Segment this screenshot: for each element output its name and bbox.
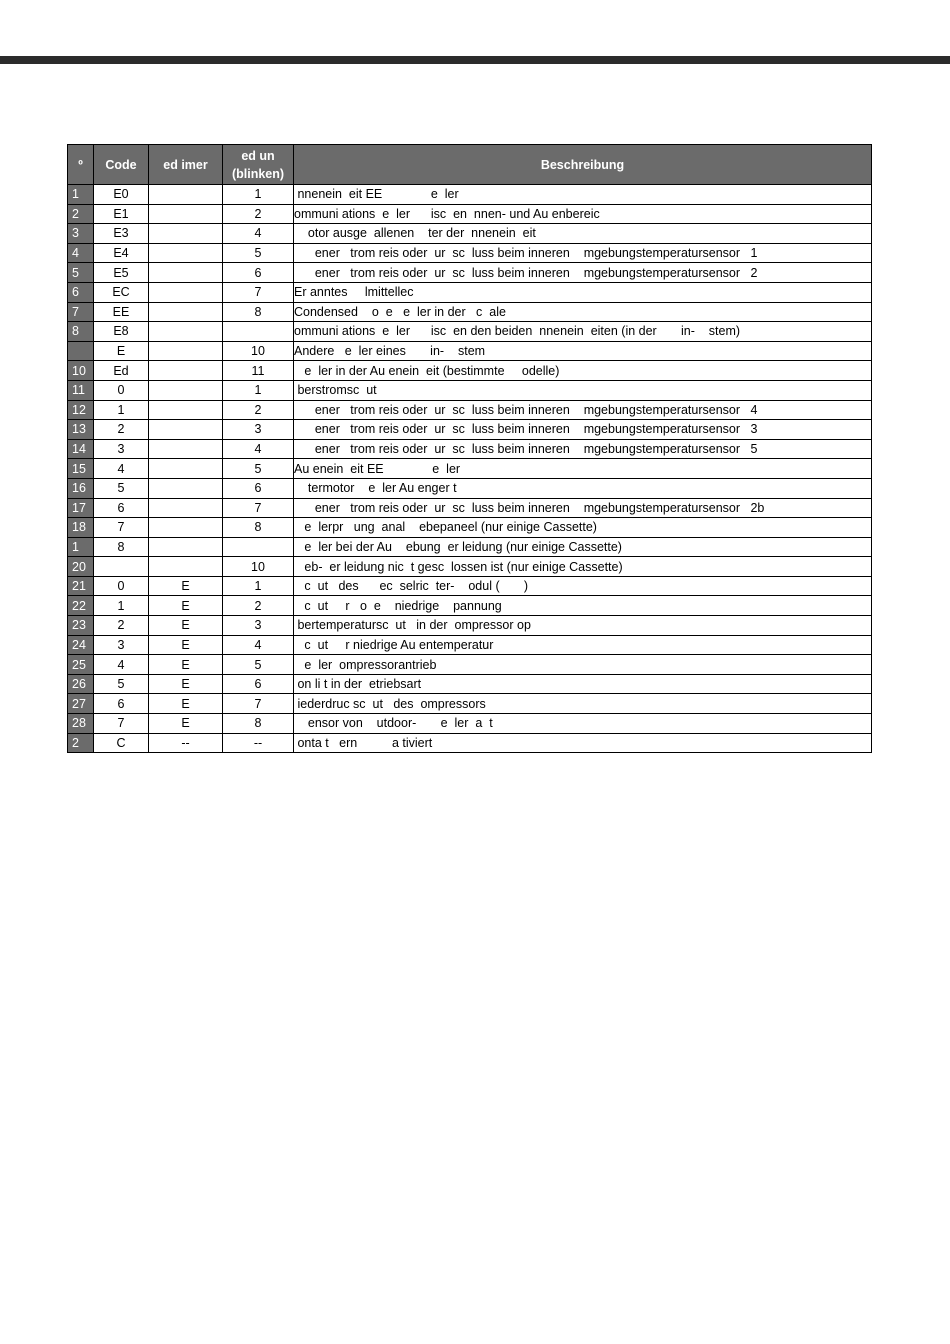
error-description: ommuni ations e ler isc en den beiden nnenein eiten (in der in- stem) [294,322,872,342]
error-description: nnenein eit EE e ler [294,185,872,205]
row-number: 18 [68,518,94,538]
led-blink-count: 7 [223,694,294,714]
table-row [68,733,872,753]
display-code: E [149,616,223,636]
error-code: 2 [94,616,149,636]
row-number: 27 [68,694,94,714]
led-blink-count [223,322,294,342]
top-rule [0,56,950,64]
led-blink-count: 8 [223,518,294,538]
led-blink-count: 2 [223,204,294,224]
led-blink-count: 10 [223,341,294,361]
error-description: ener trom reis oder ur sc luss beim inneren mgebungstemperatursensor 4 [294,400,872,420]
led-blink-count: 2 [223,596,294,616]
table-row [68,478,872,498]
led-blink-count: 3 [223,420,294,440]
error-description: Condensed o e e ler in der c ale [294,302,872,322]
error-description: ener trom reis oder ur sc luss beim inneren mgebungstemperatursensor 5 [294,439,872,459]
error-description: e ler bei der Au ebung er leidung (nur einige Cassette) [294,537,872,557]
display-code [149,204,223,224]
row-number: 13 [68,420,94,440]
led-blink-count: 6 [223,674,294,694]
led-blink-count: 1 [223,576,294,596]
display-code [149,302,223,322]
error-description: ommuni ations e ler isc en nnen- und Au enbereic [294,204,872,224]
error-description: eb- er leidung nic t gesc lossen ist (nur einige Cassette) [294,557,872,577]
table-row [68,224,872,244]
header-led [223,145,294,185]
row-number: 20 [68,557,94,577]
error-code: 1 [94,596,149,616]
error-description: termotor e ler Au enger t [294,478,872,498]
table-row [68,635,872,655]
display-code [149,185,223,205]
error-description: ener trom reis oder ur sc luss beim inneren mgebungstemperatursensor 3 [294,420,872,440]
error-description: ener trom reis oder ur sc luss beim inneren mgebungstemperatursensor 1 [294,243,872,263]
display-code: E [149,674,223,694]
table-row [68,302,872,322]
display-code [149,380,223,400]
table-row [68,655,872,675]
row-number: 1 [68,185,94,205]
display-code [149,400,223,420]
display-code: E [149,596,223,616]
display-code [149,518,223,538]
table-row [68,380,872,400]
error-code: 7 [94,714,149,734]
row-number: 17 [68,498,94,518]
error-description: ensor von utdoor- e ler a t [294,714,872,734]
led-blink-count: 7 [223,282,294,302]
table-row [68,537,872,557]
error-description: on li t in der etriebsart [294,674,872,694]
error-code [94,557,149,577]
error-description: e ler ompressorantrieb [294,655,872,675]
display-code: -- [149,733,223,753]
error-description: ener trom reis oder ur sc luss beim inneren mgebungstemperatursensor 2b [294,498,872,518]
display-code [149,498,223,518]
error-code: 4 [94,655,149,675]
error-description: Andere e ler eines in- stem [294,341,872,361]
header-desc: Beschreibung [294,145,872,185]
led-blink-count: 5 [223,655,294,675]
row-number: 25 [68,655,94,675]
display-code: E [149,576,223,596]
error-code: 5 [94,478,149,498]
error-code: E0 [94,185,149,205]
error-description: ener trom reis oder ur sc luss beim inneren mgebungstemperatursensor 2 [294,263,872,283]
table-row [68,420,872,440]
error-code: Ed [94,361,149,381]
table-row [68,498,872,518]
led-blink-count: 6 [223,263,294,283]
led-blink-count: 11 [223,361,294,381]
error-description: berstromsc ut [294,380,872,400]
display-code: E [149,635,223,655]
table-row [68,243,872,263]
table-row [68,322,872,342]
table-row [68,557,872,577]
row-number [68,341,94,361]
led-blink-count: 4 [223,224,294,244]
table-row [68,694,872,714]
led-blink-count: 3 [223,616,294,636]
row-number: 22 [68,596,94,616]
error-code: C [94,733,149,753]
led-blink-count: 2 [223,400,294,420]
error-code: 0 [94,380,149,400]
display-code [149,361,223,381]
header-no: º [68,145,94,185]
error-description: otor ausge allenen ter der nnenein eit [294,224,872,244]
table-row [68,714,872,734]
display-code [149,224,223,244]
header-display: ed imer [149,145,223,185]
display-code [149,459,223,479]
display-code [149,243,223,263]
led-blink-count: 4 [223,635,294,655]
error-description: bertemperatursc ut in der ompressor op [294,616,872,636]
table-header-row [68,145,872,185]
display-code [149,439,223,459]
error-code: 3 [94,439,149,459]
table-row [68,400,872,420]
led-blink-count: 7 [223,498,294,518]
display-code [149,557,223,577]
error-code: 8 [94,537,149,557]
error-code: E4 [94,243,149,263]
display-code: E [149,694,223,714]
table-row [68,263,872,283]
table-row [68,518,872,538]
row-number: 7 [68,302,94,322]
row-number: 8 [68,322,94,342]
error-description: iederdruc sc ut des ompressors [294,694,872,714]
row-number: 21 [68,576,94,596]
led-blink-count: 5 [223,243,294,263]
error-description: e ler in der Au enein eit (bestimmte odelle) [294,361,872,381]
led-blink-count [223,537,294,557]
header-led-sub: (blinken) [231,166,285,181]
row-number: 12 [68,400,94,420]
display-code [149,263,223,283]
row-number: 1 [68,537,94,557]
error-code: 6 [94,694,149,714]
error-code: 5 [94,674,149,694]
error-description: c ut des ec selric ter- odul ( ) [294,576,872,596]
table-row [68,674,872,694]
display-code [149,341,223,361]
error-code: E [94,341,149,361]
row-number: 10 [68,361,94,381]
header-led-label: ed un [241,148,275,163]
row-number: 23 [68,616,94,636]
display-code [149,478,223,498]
error-code: E5 [94,263,149,283]
led-blink-count: 8 [223,302,294,322]
error-description: c ut r o e niedrige pannung [294,596,872,616]
error-description: c ut r niedrige Au entemperatur [294,635,872,655]
row-number: 3 [68,224,94,244]
row-number: 2 [68,204,94,224]
table-row [68,596,872,616]
error-description: Er anntes lmittellec [294,282,872,302]
led-blink-count: 1 [223,380,294,400]
error-description: onta t ern a tiviert [294,733,872,753]
row-number: 6 [68,282,94,302]
table-row [68,459,872,479]
row-number: 5 [68,263,94,283]
table-row [68,204,872,224]
table-row [68,439,872,459]
row-number: 2 [68,733,94,753]
error-code: 2 [94,420,149,440]
row-number: 26 [68,674,94,694]
display-code [149,322,223,342]
led-blink-count: 8 [223,714,294,734]
table-row [68,361,872,381]
error-code: E3 [94,224,149,244]
error-code: EC [94,282,149,302]
led-blink-count: 10 [223,557,294,577]
row-number: 28 [68,714,94,734]
display-code [149,420,223,440]
error-code: E8 [94,322,149,342]
row-number: 14 [68,439,94,459]
row-number: 24 [68,635,94,655]
row-number: 11 [68,380,94,400]
error-code: E1 [94,204,149,224]
error-code: 1 [94,400,149,420]
led-blink-count: 4 [223,439,294,459]
error-description: Au enein eit EE e ler [294,459,872,479]
display-code [149,537,223,557]
table-row [68,341,872,361]
led-blink-count: 6 [223,478,294,498]
table-row [68,616,872,636]
row-number: 4 [68,243,94,263]
error-code: EE [94,302,149,322]
led-blink-count: 1 [223,185,294,205]
table-row [68,185,872,205]
row-number: 15 [68,459,94,479]
display-code: E [149,714,223,734]
error-code: 4 [94,459,149,479]
led-blink-count: -- [223,733,294,753]
error-code-table [67,144,872,753]
error-code: 0 [94,576,149,596]
error-code: 3 [94,635,149,655]
header-code: Code [94,145,149,185]
error-code: 6 [94,498,149,518]
display-code [149,282,223,302]
led-blink-count: 5 [223,459,294,479]
table-row [68,576,872,596]
row-number: 16 [68,478,94,498]
display-code: E [149,655,223,675]
error-description: e lerpr ung anal ebepaneel (nur einige Cassette) [294,518,872,538]
table-row [68,282,872,302]
error-code: 7 [94,518,149,538]
